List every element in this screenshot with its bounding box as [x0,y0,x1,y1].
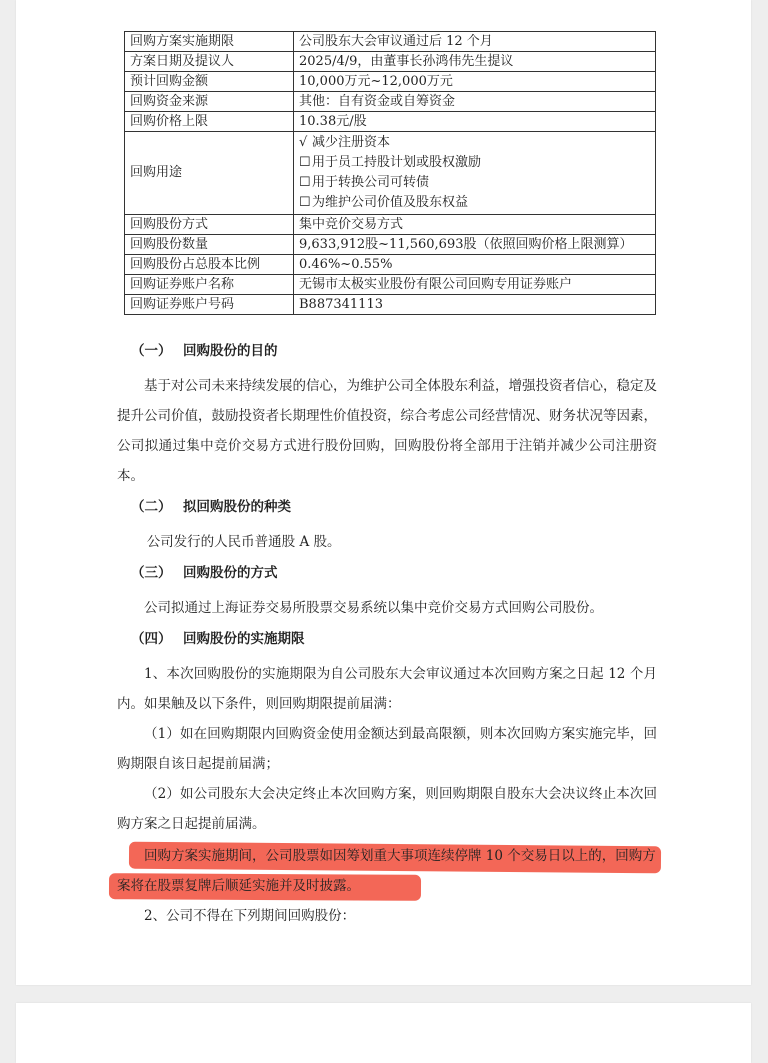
table-label: 预计回购金额 [125,72,294,92]
table-label: 回购股份占总股本比例 [125,255,294,275]
section-title: 回购股份的方式 [183,565,278,581]
checkbox-empty-icon: ☐ [299,155,311,170]
table-value: 9,633,912股~11,560,693股（依照回购价格上限测算） [294,235,656,255]
table-value: 2025/4/9，由董事长孙鸿伟先生提议 [294,52,656,72]
section-heading [117,497,657,517]
section-paragraph: （1）如在回购期限内回购资金使用金额达到最高限额，则本次回购方案实施完毕，回购期限自该日起提前届满； [117,726,657,772]
section-paragraph: （2）如公司股东大会决定终止本次回购方案，则回购期限自股东大会决议终止本次回购方案之日起提前届满。 [117,786,657,832]
section-paragraph: 基于对公司未来持续发展的信心，为维护公司全体股东利益，增强投资者信心，稳定及提升公司价值，鼓励投资者长期理性价值投资，综合考虑公司经营情况、财务状况等因素，公司拟通过集中竞价交易方式进行股份回购，回购股份将全部用于注销并减少公司注册资本。 [117,378,657,484]
section-title: 拟回购股份的种类 [183,499,291,515]
table-label: 回购资金来源 [125,92,294,112]
table-row [125,295,656,315]
table-row [125,275,656,295]
highlighted-text: 回购方案实施期间，公司股票如因筹划重大事项连续停牌 10 个交易日以上的，回购方案将在股票复牌后顺延实施并及时披露。 [117,848,656,894]
purpose-option-label: 为维护公司价值及股东权益 [312,195,469,210]
table-row [125,92,656,112]
highlighted-passage [117,841,657,901]
table-value: 0.46%~0.55% [294,255,656,275]
section-title: 回购股份的实施期限 [183,631,305,647]
table-value: 10.38元/股 [294,112,656,132]
purpose-option [299,153,650,173]
purpose-option [299,173,650,193]
table-label: 回购证券账户号码 [125,295,294,315]
checkmark-icon: √ [299,135,308,150]
section-paragraph: 1、本次回购股份的实施期限为自公司股东大会审议通过本次回购方案之日起 12 个月内。如果触及以下条件，则回购期限提前届满： [117,666,657,712]
repurchase-info-table [124,31,656,315]
section-paragraph: 公司发行的人民币普通股 A 股。 [146,534,341,550]
purpose-option [299,133,650,153]
table-label: 回购价格上限 [125,112,294,132]
table-row [125,72,656,92]
checkbox-empty-icon: ☐ [299,175,311,190]
table-row-purpose [125,132,656,215]
table-label: 回购方案实施期限 [125,32,294,52]
table-label: 回购股份数量 [125,235,294,255]
section-paragraph: 公司拟通过上海证券交易所股票交易系统以集中竞价交易方式回购公司股份。 [144,600,603,616]
table-value: 公司股东大会审议通过后 12 个月 [294,32,656,52]
section-heading [117,563,657,583]
table-value: 10,000万元~12,000万元 [294,72,656,92]
table-value: B887341113 [294,295,656,315]
table-value: 其他：自有资金或自筹资金 [294,92,656,112]
purpose-option-label: 用于转换公司可转债 [312,175,430,190]
purpose-option [299,193,650,213]
table-label: 回购证券账户名称 [125,275,294,295]
table-row [125,112,656,132]
document-page-2 [16,1003,751,1063]
table-value: 集中竞价交易方式 [294,215,656,235]
table-label: 回购用途 [125,132,294,215]
table-label: 方案日期及提议人 [125,52,294,72]
section-number: （三） [131,565,172,581]
section-paragraph: 2、公司不得在下列期间回购股份： [144,908,356,924]
purpose-option-label: 减少注册资本 [312,135,391,150]
table-row [125,215,656,235]
section-number: （四） [131,631,172,647]
purpose-option-label: 用于员工持股计划或股权激励 [312,155,482,170]
table-value: 无锡市太极实业股份有限公司回购专用证券账户 [294,275,656,295]
section-number: （二） [131,499,172,515]
section-heading [117,341,657,361]
table-label: 回购股份方式 [125,215,294,235]
section-title: 回购股份的目的 [183,343,278,359]
table-row [125,32,656,52]
table-row [125,235,656,255]
purpose-options [294,132,656,215]
table-row [125,255,656,275]
section-number: （一） [131,343,172,359]
table-row [125,52,656,72]
section-heading [117,629,657,649]
checkbox-empty-icon: ☐ [299,195,311,210]
document-body [117,338,657,931]
